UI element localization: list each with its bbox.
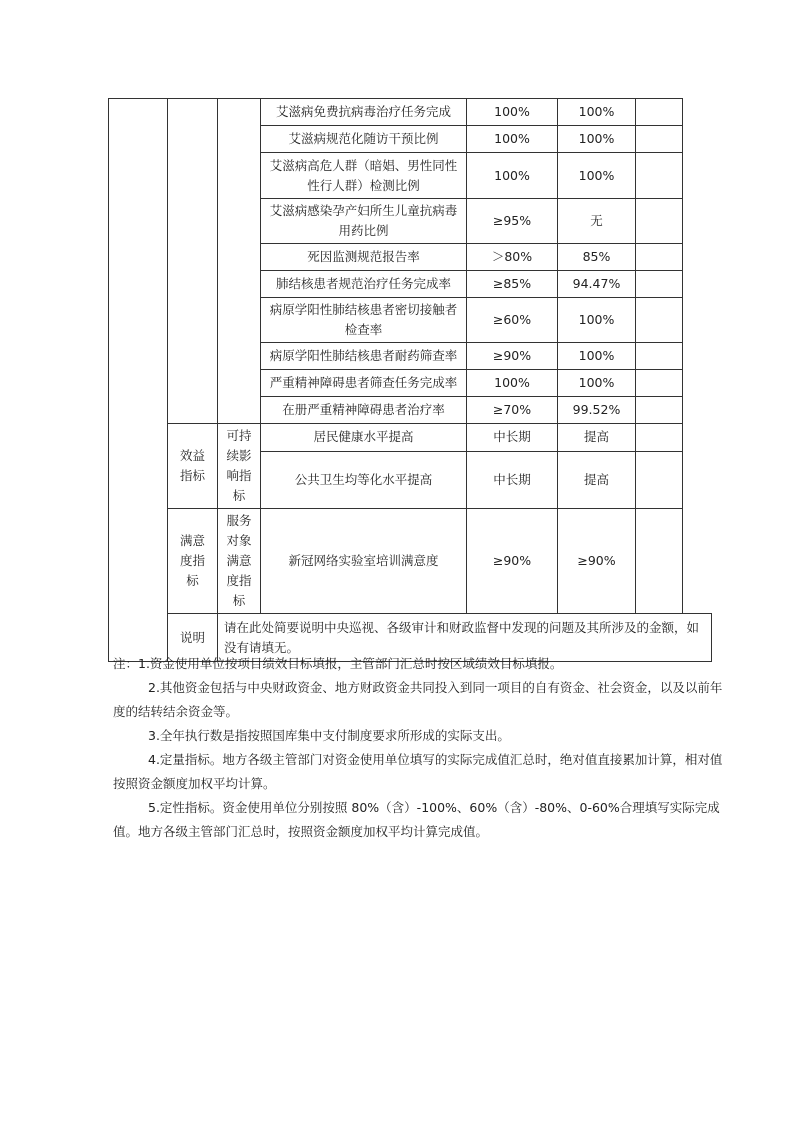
blank-cell [636, 370, 683, 397]
actual-value: 100% [558, 370, 636, 397]
target-value: ≥95% [467, 199, 558, 244]
actual-value: 94.47% [558, 271, 636, 298]
explanation-label: 说明 [168, 614, 218, 662]
actual-value: 100% [558, 126, 636, 153]
actual-value: ≥90% [558, 509, 636, 614]
footnotes [113, 652, 723, 844]
blank-cell [168, 99, 218, 424]
target-value: 100% [467, 99, 558, 126]
actual-value: 提高 [558, 424, 636, 452]
blank-cell [636, 271, 683, 298]
blank-cell [218, 99, 261, 424]
target-value: 100% [467, 126, 558, 153]
target-value: 100% [467, 370, 558, 397]
benefit-level1-label: 效益指标 [168, 424, 218, 509]
footnote-2: 2.其他资金包括与中央财政资金、地方财政资金共同投入到同一项目的自有资金、社会资金，以及以前年度的结转结余资金等。 [113, 680, 723, 719]
blank-cell [636, 199, 683, 244]
target-value: ≥90% [467, 509, 558, 614]
blank-cell [636, 99, 683, 126]
target-value: ≥70% [467, 397, 558, 424]
target-value: ≥90% [467, 343, 558, 370]
blank-cell [636, 153, 683, 199]
indicator-name: 病原学阳性肺结核患者耐药筛查率 [261, 343, 467, 370]
indicator-name: 在册严重精神障碍患者治疗率 [261, 397, 467, 424]
target-value: ≥60% [467, 298, 558, 343]
blank-cell [636, 343, 683, 370]
blank-cell [109, 99, 168, 662]
footnote-4: 4.定量指标。地方各级主管部门对资金使用单位填写的实际完成值汇总时，绝对值直接累加计算，相对值按照资金额度加权平均计算。 [113, 752, 723, 791]
footnote-3: 3.全年执行数是指按照国库集中支付制度要求所形成的实际支出。 [148, 728, 510, 743]
indicator-name: 新冠网络实验室培训满意度 [261, 509, 467, 614]
indicator-name: 艾滋病免费抗病毒治疗任务完成 [261, 99, 467, 126]
explanation-text: 请在此处简要说明中央巡视、各级审计和财政监督中发现的问题及其所涉及的金额，如没有请填无。 [218, 614, 712, 662]
blank-cell [636, 424, 683, 452]
indicator-name: 肺结核患者规范治疗任务完成率 [261, 271, 467, 298]
actual-value: 100% [558, 298, 636, 343]
target-value: 中长期 [467, 424, 558, 452]
actual-value: 99.52% [558, 397, 636, 424]
indicator-name: 艾滋病感染孕产妇所生儿童抗病毒用药比例 [261, 199, 467, 244]
actual-value: 85% [558, 244, 636, 271]
actual-value: 无 [558, 199, 636, 244]
indicator-name: 艾滋病高危人群（暗娼、男性同性性行人群）检测比例 [261, 153, 467, 199]
indicator-name: 严重精神障碍患者筛查任务完成率 [261, 370, 467, 397]
actual-value: 100% [558, 343, 636, 370]
blank-cell [636, 244, 683, 271]
table-row [109, 424, 712, 452]
satisfaction-level1-label: 满意度指标 [168, 509, 218, 614]
blank-cell [636, 126, 683, 153]
footnote-1: 注：1.资金使用单位按项目绩效目标填报，主管部门汇总时按区域绩效目标填报。 [113, 656, 563, 671]
benefit-level2-label: 可持续影响指标 [218, 424, 261, 509]
target-value: ＞80% [467, 244, 558, 271]
blank-cell [636, 509, 683, 614]
table-row [109, 99, 712, 126]
performance-table [108, 98, 712, 662]
blank-cell [636, 397, 683, 424]
indicator-name: 居民健康水平提高 [261, 424, 467, 452]
blank-cell [636, 298, 683, 343]
indicator-name: 艾滋病规范化随访干预比例 [261, 126, 467, 153]
actual-value: 100% [558, 99, 636, 126]
actual-value: 提高 [558, 451, 636, 508]
indicator-name: 公共卫生均等化水平提高 [261, 451, 467, 508]
actual-value: 100% [558, 153, 636, 199]
target-value: 中长期 [467, 451, 558, 508]
table-row [109, 509, 712, 614]
target-value: ≥85% [467, 271, 558, 298]
target-value: 100% [467, 153, 558, 199]
footnote-5: 5.定性指标。资金使用单位分别按照 80%（含）-100%、60%（含）-80%、0-60%合理填写实际完成值。地方各级主管部门汇总时，按照资金额度加权平均计算完成值。 [113, 800, 720, 839]
satisfaction-level2-label: 服务对象满意度指标 [218, 509, 261, 614]
blank-cell [636, 451, 683, 508]
indicator-name: 死因监测规范报告率 [261, 244, 467, 271]
indicator-name: 病原学阳性肺结核患者密切接触者检查率 [261, 298, 467, 343]
